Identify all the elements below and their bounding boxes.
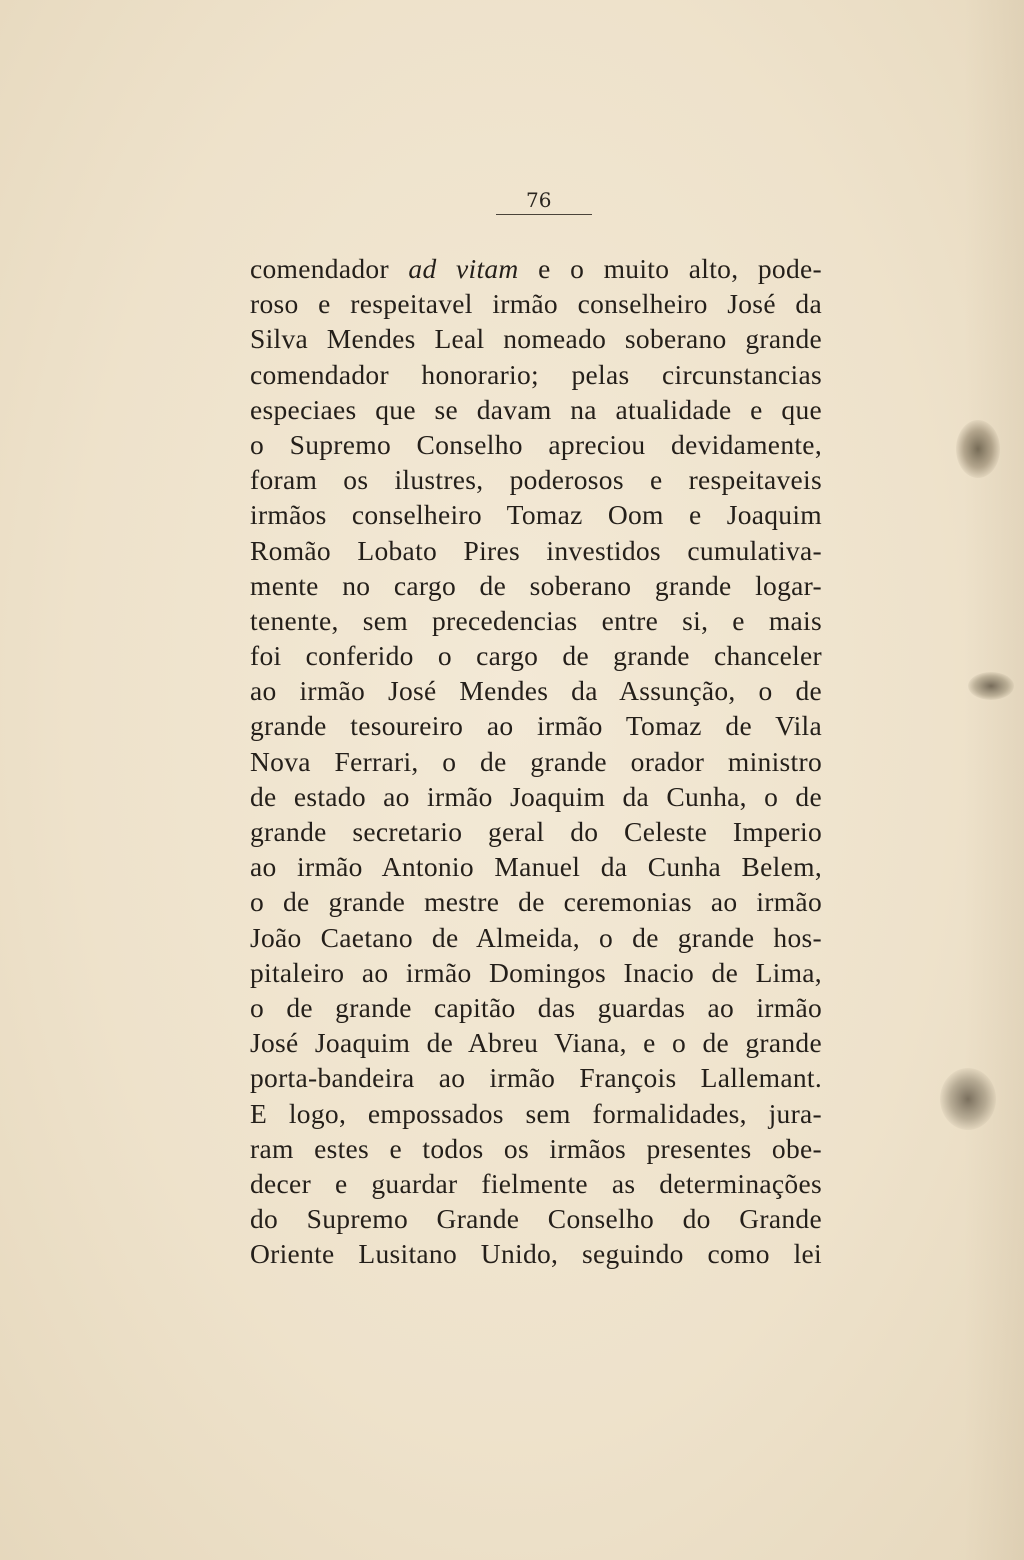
body-text xyxy=(250,251,822,1271)
text-line: irmãos conselheiro Tomaz Oom e Joaquim xyxy=(250,499,822,531)
text-line: do Supremo Grande Conselho do Grande xyxy=(250,1203,822,1235)
text-line: grande secretario geral do Celeste Imperio xyxy=(250,816,822,847)
text-line: E logo, empossados sem formalidades, jura- xyxy=(250,1097,822,1129)
text-line: pitaleiro ao irmão Domingos Inacio de Lima, xyxy=(250,956,822,988)
text-line: o Supremo Conselho apreciou devidamente, xyxy=(250,428,822,460)
text-line: de estado ao irmão Joaquim da Cunha, o de xyxy=(250,780,822,812)
text-line: João Caetano de Almeida, o de grande hos- xyxy=(250,921,822,953)
text-line: ao irmão José Mendes da Assunção, o de xyxy=(250,675,822,707)
text-line: ao irmão Antonio Manuel da Cunha Belem, xyxy=(250,851,822,883)
text-line: José Joaquim de Abreu Viana, e o de grande xyxy=(250,1027,822,1059)
text-line: foram os ilustres, poderosos e respeitaveis xyxy=(250,464,822,496)
text-line-1-end: e o muito alto, pode- xyxy=(518,253,822,284)
ink-stain xyxy=(968,672,1014,700)
text-line: Nova Ferrari, o de grande orador ministro xyxy=(250,745,822,777)
text-line-1-start: comendador xyxy=(250,253,409,284)
text-line: Oriente Lusitano Unido, seguindo como lei xyxy=(250,1238,822,1270)
text-line: Silva Mendes Leal nomeado soberano grande xyxy=(250,323,822,355)
text-line-1 xyxy=(250,251,822,286)
ink-stain xyxy=(940,1068,996,1130)
ink-stain xyxy=(956,420,1000,478)
text-line: mente no cargo de soberano grande logar- xyxy=(250,569,822,601)
text-line: foi conferido o cargo de grande chanceler xyxy=(250,640,822,672)
text-line: o de grande mestre de ceremonias ao irmão xyxy=(250,886,822,918)
text-line: decer e guardar fielmente as determinações xyxy=(250,1167,822,1199)
page-edge-shadow xyxy=(964,0,1024,1560)
text-line: comendador honorario; pelas circunstancias xyxy=(250,358,822,390)
text-line: Romão Lobato Pires investidos cumulativa- xyxy=(250,534,822,566)
text-line: tenente, sem precedencias entre si, e mais xyxy=(250,604,822,636)
text-line: porta-bandeira ao irmão François Lallemant. xyxy=(250,1062,822,1094)
page-number: 76 xyxy=(496,186,592,215)
text-line: grande tesoureiro ao irmão Tomaz de Vila xyxy=(250,710,822,742)
text-line-1-italic: ad vitam xyxy=(408,253,519,284)
text-line: especiaes que se davam na atualidade e que xyxy=(250,393,822,425)
text-line: ram estes e todos os irmãos presentes obe- xyxy=(250,1132,822,1164)
text-line: o de grande capitão das guardas ao irmão xyxy=(250,991,822,1023)
text-line: roso e respeitavel irmão conselheiro José da xyxy=(250,288,822,320)
